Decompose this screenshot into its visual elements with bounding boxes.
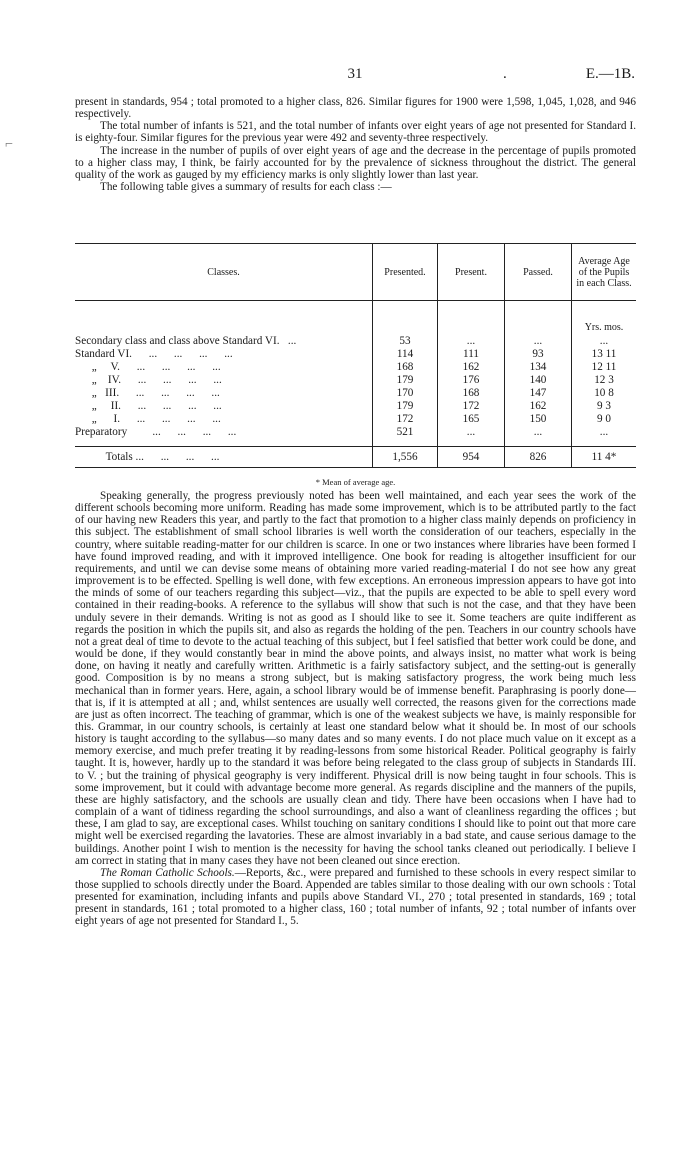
paragraph: The total number of infants is 521, and the total number of infants over eight years of age not presented for Standard I. is eighty-four. Similar figures for the previous year were 492 and seventy-three respectively.	[75, 120, 636, 145]
cell-presented: 114	[373, 348, 438, 361]
paragraph: The following table gives a summary of results for each class :—	[100, 181, 392, 194]
spacer-row	[75, 439, 636, 447]
table-row	[75, 348, 636, 361]
cell-passed: 140	[505, 374, 572, 387]
table-footnote: * Mean of average age.	[315, 477, 396, 487]
page-header	[75, 66, 635, 88]
cell-passed: ...	[505, 426, 572, 439]
cell-age: 12 3	[572, 374, 637, 387]
row-label: „ V. ... ... ... ...	[75, 360, 221, 373]
header-passed: Passed.	[505, 244, 572, 301]
table-row	[75, 413, 636, 426]
cell-present: ...	[438, 335, 505, 348]
roman-catholic-paragraph	[75, 867, 636, 928]
document-reference: E.—1B.	[585, 66, 635, 82]
cell-age: 13 11	[572, 348, 637, 361]
cell-age: 9 0	[572, 413, 637, 426]
cell-age: 10 8	[572, 387, 637, 400]
cell-presented: 168	[373, 361, 438, 374]
cell-presented: 179	[373, 374, 438, 387]
cell-present: 168	[438, 387, 505, 400]
cell-passed: 162	[505, 400, 572, 413]
units-row	[75, 301, 636, 335]
row-label: „ III. ... ... ... ...	[75, 386, 220, 399]
paragraph: Speaking generally, the progress previously noted has been well maintained, and each year sees the work of the different schools becoming more uniform. Reading has made some improvement, which is to be attributed partly to the fact of our having new Readers this year, and partly to the fact that promotion to a higher class mainly depends on proficiency in this subject. The establishment of small school libraries is well worth the consideration of our teachers, especially in the country, where suitable reading-matter for our children is scarce. In one or two instances where libraries have been formed I have found improved reading, and with it improved intelligence. One book for reading is altogether insufficient for our requirements, and until we can devise some means of obtaining more varied reading-material I do not see how any great improvement is to be effected. Spelling is well done, with few exceptions. An erroneous impression appears to have got into the minds of some of our teachers regarding this subject—viz., that the pupils are expected to be able to spell every word contained in their reading-books. A reference to the syllabus will show that such is not the case, and that they have been unduly severe in their demands. Writing is not as good as I should like to see it. Some teachers are quite indifferent as regards the position in which the pupils sit, and also as regards the holding of the pen. Teachers in our country schools have not a great deal of time to devote to the actual teaching of this subject, but I feel satisfied that better work could be done, and would be done, if they would constantly bear in mind the above points, and always insist, no matter what work is being done, on having it neatly and carefully written. Arithmetic is a fairly satisfactory subject, and the setting-out is generally good. Composition is by no means a strong subject, but is making satisfactory progress, the work being much less mechanical than in former years. Here, again, a school library would be of immense benefit. Paraphrasing is poorly done—that is, if it is attempted at all ; and, whilst sentences are usually well corrected, the reasons given for the corrections made are just as often incorrect. The teaching of grammar, which is one of the weakest subjects we have, is mainly responsible for this. Grammar, in our country schools, is certainly at least one standard below what it should be. In most of our schools history is taught according to the syllabus—so many dates and so many events. I do not place much value on it except as a memory exercise, and much prefer treating it by reading-lessons from some historical Reader. Political geography is fairly taught. It is, however, hardly up to the standard it was before being relegated to the class group of subjects in Standards III. to V. ; but the training of physical geography is very indifferent. Physical drill is now being taught in four schools. This is some improvement, but it could with advantage become more general. As regards discipline and the manners of the pupils, these are highly satisfactory, and the schools are usually clean and tidy. There have been occasions when I have had to complain of a want of tidiness regarding the school surroundings, and also a want of cleanliness regarding the offices ; but these, I am glad to say, are exceptional cases. Whilst touching on sanitary conditions I should like to point out that more care might well be exercised regarding the lavatories. These are almost invariably in a bad state, and cause serious damage to the buildings. Another point I wish to mention is the necessity for having the school tanks cleaned out periodically. I believe I am correct in stating that in many cases they have not been cleaned out since erection.	[75, 490, 636, 867]
cell-age: ...	[572, 426, 637, 439]
results-summary-table	[75, 243, 636, 468]
header-classes: Classes.	[75, 244, 373, 301]
paragraph: The increase in the number of pupils of over eight years of age and the decrease in the percentage of pupils promoted to a higher class may, I think, be fairly accounted for by the prevalence of sickness throughout the district. The general quality of the work as gauged by my efficiency marks is only slightly lower than last year.	[75, 144, 636, 181]
header-average-age: Average Age of the Pupils in each Class.	[572, 244, 637, 301]
cell-present: 165	[438, 413, 505, 426]
cell-present: 111	[438, 348, 505, 361]
total-age: 11 4*	[572, 447, 637, 468]
header-presented: Presented.	[373, 244, 438, 301]
cell-age: 12 11	[572, 361, 637, 374]
cell-passed: 150	[505, 413, 572, 426]
cell-presented: 179	[373, 400, 438, 413]
cell-passed: 147	[505, 387, 572, 400]
header-dot: .	[503, 66, 507, 82]
totals-label: Totals ... ... ... ...	[75, 447, 373, 468]
section-heading: The Roman Catholic Schools.	[100, 866, 235, 879]
cell-passed: 93	[505, 348, 572, 361]
table-row	[75, 400, 636, 413]
row-label: Secondary class and class above Standard VI. ...	[75, 334, 297, 347]
total-passed: 826	[505, 447, 572, 468]
cell-presented: 521	[373, 426, 438, 439]
page-number: 31	[347, 66, 363, 82]
cell-present: 176	[438, 374, 505, 387]
body-text	[75, 490, 636, 928]
age-units: Yrs. mos.	[572, 301, 637, 335]
table-row	[75, 426, 636, 439]
table-row	[75, 374, 636, 387]
total-present: 954	[438, 447, 505, 468]
cell-presented: 172	[373, 413, 438, 426]
cell-age: 9 3	[572, 400, 637, 413]
cell-present: ...	[438, 426, 505, 439]
cell-age: ...	[572, 335, 637, 348]
table-header-row	[75, 244, 636, 301]
cell-passed: ...	[505, 335, 572, 348]
paragraph-text: —Reports, &c., were prepared and furnished to these schools in every respect similar to those supplied to schools directly under the Board. Appended are tables similar to those dealing with our own schools : Total presented for examination, including infants and pupils above Standard VI., 270 ; total presented in standards, 169 ; total present in standards, 161 ; total promoted to a higher class, 160 ; total number of infants, 92 ; total number of infants over eight years of age not presented for Standard I., 5.	[75, 866, 636, 928]
row-label: „ I. ... ... ... ...	[75, 412, 221, 425]
table-row	[75, 361, 636, 374]
intro-text	[75, 96, 636, 193]
table-row	[75, 335, 636, 348]
cell-present: 172	[438, 400, 505, 413]
row-label: „ II. ... ... ... ...	[75, 399, 222, 412]
margin-mark: ⌐	[5, 137, 13, 152]
totals-row	[75, 447, 636, 468]
total-presented: 1,556	[373, 447, 438, 468]
cell-presented: 170	[373, 387, 438, 400]
cell-present: 162	[438, 361, 505, 374]
cell-presented: 53	[373, 335, 438, 348]
row-label: Standard VI. ... ... ... ...	[75, 347, 233, 360]
table-row	[75, 387, 636, 400]
row-label: Preparatory ... ... ... ...	[75, 425, 237, 438]
row-label: „ IV. ... ... ... ...	[75, 373, 222, 386]
paragraph: present in standards, 954 ; total promoted to a higher class, 826. Similar figures for 1900 were 1,598, 1,045, 1,028, and 946 respectively.	[75, 96, 636, 121]
cell-passed: 134	[505, 361, 572, 374]
header-present: Present.	[438, 244, 505, 301]
